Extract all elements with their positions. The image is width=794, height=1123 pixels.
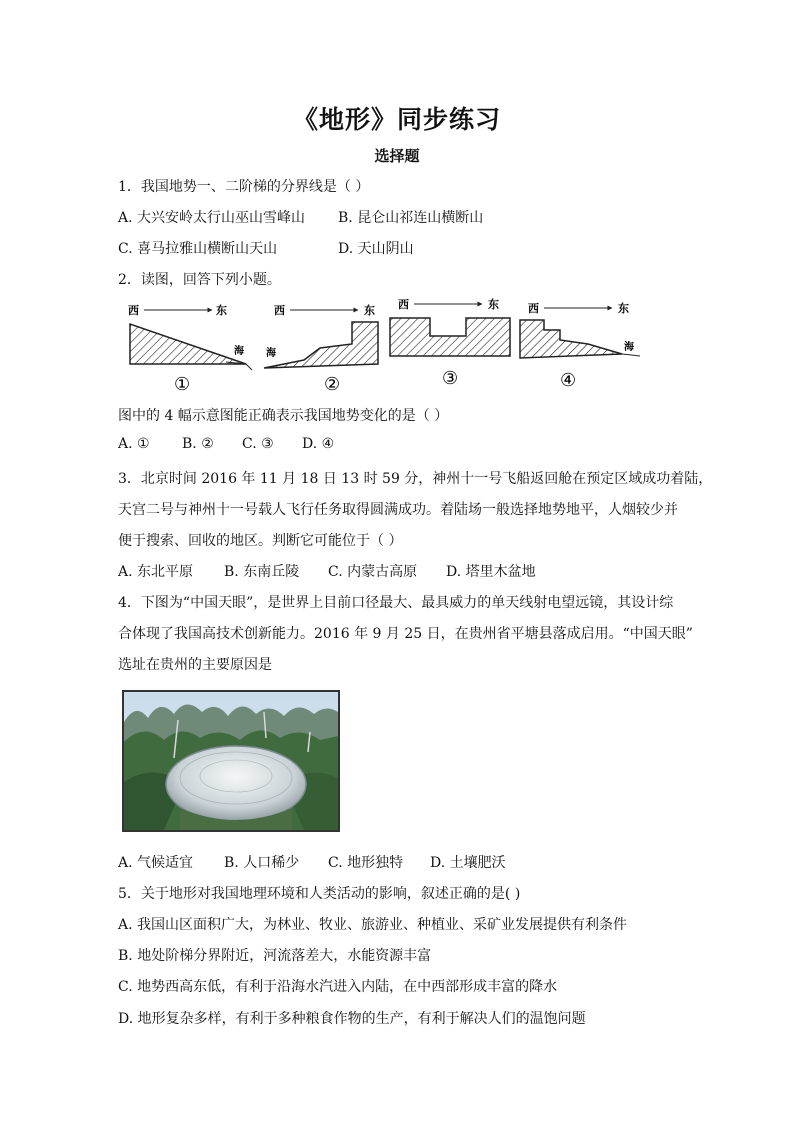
q5-option-a: A. 我国山区面积广大，为林业、牧业、旅游业、种植业、采矿业发展提供有利条件 <box>118 917 628 933</box>
q1-option-c: C. 喜马拉雅山横断山天山 <box>118 241 278 257</box>
q3-stem-line-2: 天宫二号与神州十一号载人飞行任务取得圆满成功。着陆场一般选择地势地平，人烟较少并 <box>118 502 678 518</box>
q4-option-a: A. 气候适宜 <box>118 855 194 871</box>
q1-option-b: B. 昆仑山祁连山横断山 <box>338 210 484 226</box>
profile-4-west: 西 <box>528 302 539 315</box>
profile-1-sea: 海 <box>234 346 244 357</box>
q5-option-c: C. 地势西高东低，有利于沿海水汽进入内陆，在中西部形成丰富的降水 <box>118 979 558 995</box>
profile-1-east: 东 <box>216 304 227 317</box>
q4-option-c: C. 地形独特 <box>328 855 404 871</box>
q4-stem-line-1: 4．下图为“中国天眼”，是世界上目前口径最大、最具威力的单天线射电望远镜，其设计综 <box>118 595 674 611</box>
q2-option-b: B. ② <box>182 436 214 452</box>
profile-3-label: ③ <box>442 368 459 389</box>
q4-stem-line-2: 合体现了我国高技术创新能力。2016 年 9 月 25 日，在贵州省平塘县落成启用。“中国天眼” <box>118 626 693 642</box>
telescope-illustration <box>124 692 338 830</box>
q3-option-d: D. 塔里木盆地 <box>446 564 536 580</box>
q2-question: 图中的 4 幅示意图能正确表示我国地势变化的是（ ） <box>118 408 449 424</box>
q2-option-c: C. ③ <box>242 436 274 452</box>
profile-2 <box>264 303 378 395</box>
q1-stem: 1．我国地势一、二阶梯的分界线是（ ） <box>118 179 370 195</box>
profile-3-east: 东 <box>488 298 499 311</box>
profile-2-east: 东 <box>364 304 375 317</box>
q3-option-c: C. 内蒙古高原 <box>328 564 418 580</box>
profile-3 <box>390 297 510 389</box>
q5-option-d: D. 地形复杂多样，有利于多种粮食作物的生产，有利于解决人们的温饱问题 <box>118 1011 586 1027</box>
profile-3-west: 西 <box>398 298 409 311</box>
q3-stem-line-3: 便于搜索、回收的地区。判断它可能位于（ ） <box>118 533 403 549</box>
terrain-profile-diagram <box>126 296 646 396</box>
q3-option-b: B. 东南丘陵 <box>224 564 300 580</box>
q4-option-d: D. 土壤肥沃 <box>430 855 506 871</box>
q2-option-d: D. ④ <box>302 436 335 452</box>
q2-option-a: A. ① <box>118 436 150 452</box>
profile-4-sea: 海 <box>624 342 634 353</box>
section-heading: 选择题 <box>374 147 420 165</box>
fast-telescope-photo <box>122 690 340 832</box>
q3-stem-line-1: 3．北京时间 2016 年 11 月 18 日 13 时 59 分，神州十一号飞船返回舱在预定区域成功着陆， <box>118 471 713 487</box>
page-title: 《地形》同步练习 <box>292 105 501 134</box>
q4-stem-line-3: 选址在贵州的主要原因是 <box>118 657 272 673</box>
q3-option-a: A. 东北平原 <box>118 564 194 580</box>
profile-1-label: ① <box>174 374 191 395</box>
profile-2-label: ② <box>324 374 341 395</box>
profile-1 <box>128 303 252 395</box>
q2-stem: 2．读图，回答下列小题。 <box>118 272 281 288</box>
profile-4-east: 东 <box>618 302 629 315</box>
profile-2-sea: 海 <box>266 348 276 359</box>
q4-option-b: B. 人口稀少 <box>224 855 300 871</box>
profile-2-west: 西 <box>274 304 285 317</box>
q1-option-a: A. 大兴安岭太行山巫山雪峰山 <box>118 210 306 226</box>
profile-4 <box>520 301 640 391</box>
profile-4-label: ④ <box>560 370 577 391</box>
q5-option-b: B. 地处阶梯分界附近，河流落差大，水能资源丰富 <box>118 948 432 964</box>
q1-option-d: D. 天山阴山 <box>338 241 414 257</box>
profile-1-west: 西 <box>128 304 139 317</box>
q5-stem: 5．关于地形对我国地理环境和人类活动的影响，叙述正确的是( ) <box>118 886 521 902</box>
